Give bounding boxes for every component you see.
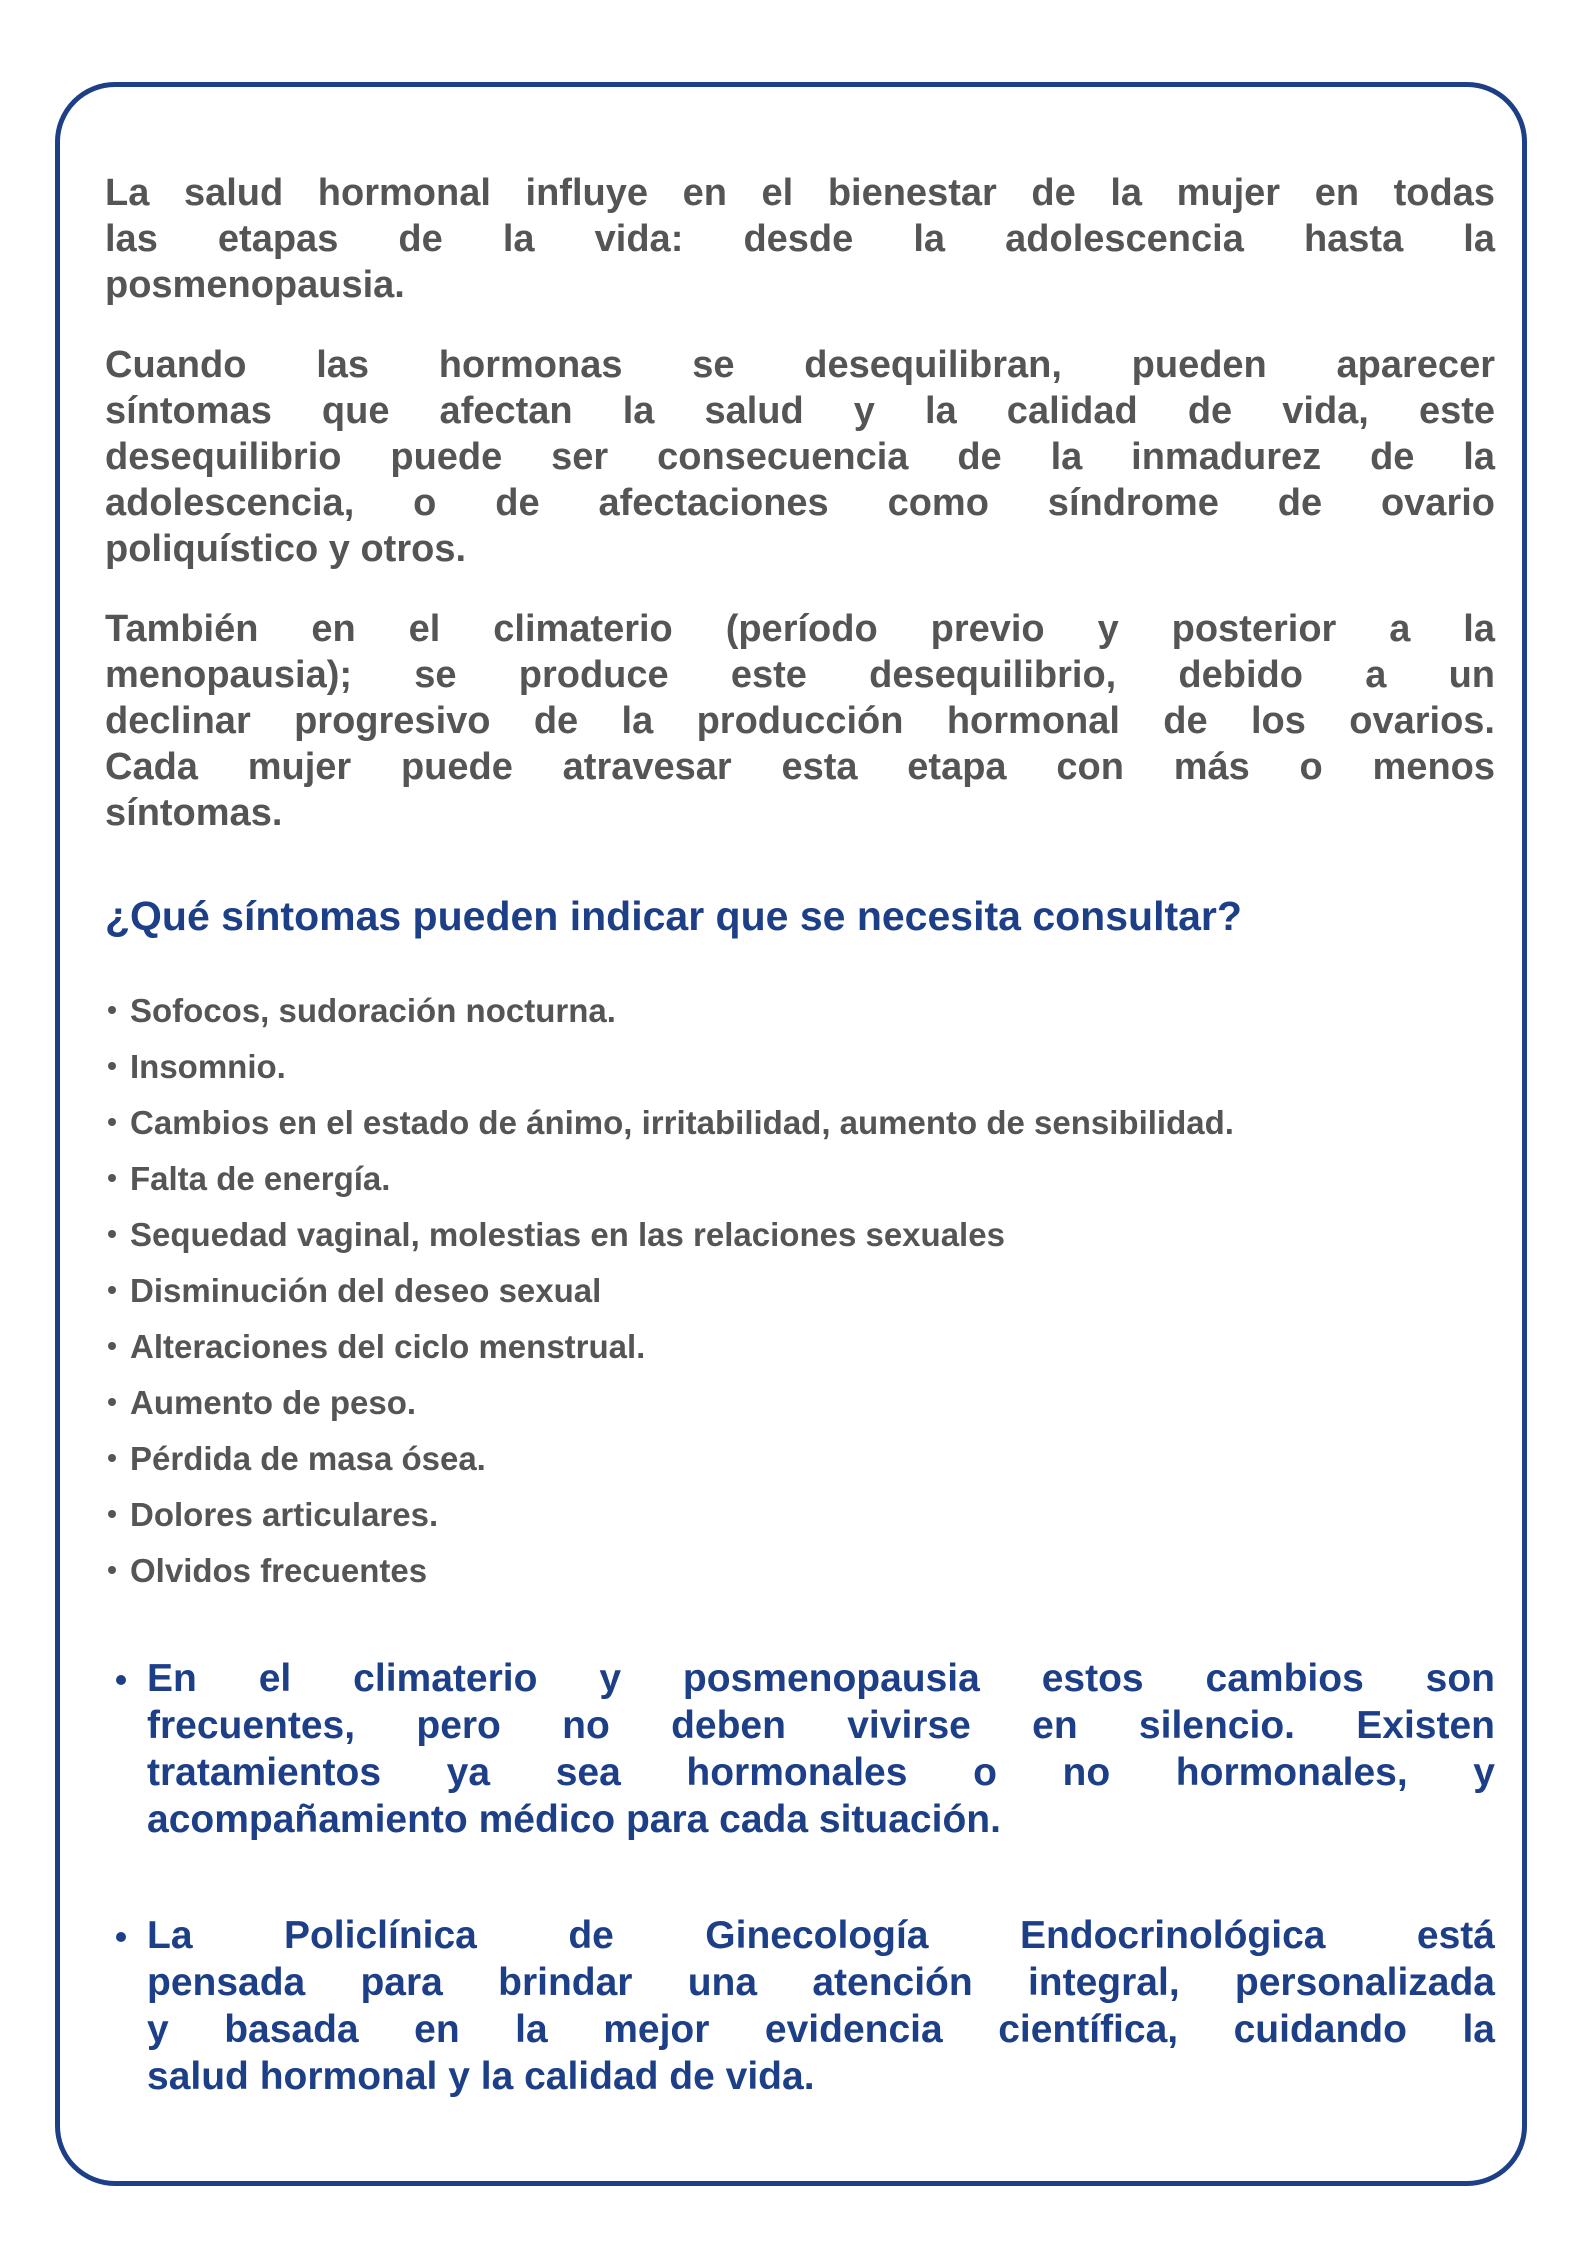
bullet-icon — [108, 1398, 116, 1406]
list-item-text: Olvidos frecuentes — [130, 1552, 428, 1589]
text-line: frecuentes, pero no deben vivirse en silencio. Existen — [147, 1704, 1495, 1747]
text-line: declinar progresivo de la producción hormonal de los ovarios. — [105, 700, 1495, 742]
list-item — [108, 1494, 1234, 1550]
text-line: salud hormonal y la calidad de vida. — [147, 2055, 815, 2098]
bullet-icon — [108, 1510, 116, 1518]
text-line: Cada mujer puede atravesar esta etapa con más o menos — [105, 746, 1495, 788]
list-item-text: Aumento de peso. — [130, 1384, 417, 1421]
text-line: pensada para brindar una atención integral, personalizada — [147, 1961, 1495, 2004]
text-line: y basada en la mejor evidencia científica, cuidando la — [147, 2008, 1495, 2051]
bullet-icon — [116, 1675, 126, 1685]
text-line: acompañamiento médico para cada situación. — [147, 1798, 1001, 1841]
list-item-text: Sequedad vaginal, molestias en las relaciones sexuales — [130, 1216, 1005, 1253]
text-line: En el climaterio y posmenopausia estos cambios son — [147, 1657, 1495, 1700]
intro-paragraph-1 — [105, 170, 1495, 308]
list-item — [108, 1382, 1234, 1438]
text-line: adolescencia, o de afectaciones como síndrome de ovario — [105, 482, 1495, 524]
bullet-icon — [108, 1118, 116, 1126]
bullet-icon — [108, 1454, 116, 1462]
list-item — [108, 1270, 1234, 1326]
text-line: desequilibrio puede ser consecuencia de la inmadurez de la — [105, 436, 1495, 478]
symptoms-list — [108, 990, 1234, 1606]
text-line: las etapas de la vida: desde la adolescencia hasta la — [105, 218, 1495, 260]
list-item-text: Disminución del deseo sexual — [130, 1272, 602, 1309]
text-line: síntomas que afectan la salud y la calidad de vida, este — [105, 390, 1495, 432]
list-item — [108, 1158, 1234, 1214]
bullet-icon — [108, 1566, 116, 1574]
list-item-text: Pérdida de masa ósea. — [130, 1440, 486, 1477]
list-item-text: Dolores articulares. — [130, 1496, 439, 1533]
text-line: síntomas. — [105, 792, 283, 834]
list-item-text: Alteraciones del ciclo menstrual. — [130, 1328, 646, 1365]
list-item-text: Sofocos, sudoración nocturna. — [130, 992, 616, 1029]
intro-paragraph-3 — [105, 606, 1495, 836]
bullet-icon — [108, 1006, 116, 1014]
text-line: También en el climaterio (período previo y posterior a la — [105, 608, 1495, 650]
list-item — [108, 1326, 1234, 1382]
bullet-icon — [108, 1174, 116, 1182]
bullet-icon — [108, 1062, 116, 1070]
list-item-text: Falta de energía. — [130, 1160, 391, 1197]
list-item — [108, 1438, 1234, 1494]
list-item-text: Cambios en el estado de ánimo, irritabilidad, aumento de sensibilidad. — [130, 1104, 1234, 1141]
text-line: menopausia); se produce este desequilibrio, debido a un — [105, 654, 1495, 696]
list-item — [108, 1550, 1234, 1606]
bullet-icon — [116, 1932, 126, 1942]
list-item — [108, 1046, 1234, 1102]
highlight-policlinica — [147, 1912, 1495, 2100]
intro-paragraph-2 — [105, 342, 1495, 572]
list-item-text: Insomnio. — [130, 1048, 286, 1085]
highlight-climaterio — [147, 1655, 1495, 1843]
text-line: poliquístico y otros. — [105, 528, 467, 570]
text-line: tratamientos ya sea hormonales o no hormonales, y — [147, 1751, 1495, 1794]
symptoms-heading: ¿Qué síntomas pueden indicar que se necesita consultar? — [105, 893, 1242, 939]
bullet-icon — [108, 1230, 116, 1238]
list-item — [108, 990, 1234, 1046]
bullet-icon — [108, 1342, 116, 1350]
bullet-icon — [108, 1286, 116, 1294]
list-item — [108, 1102, 1234, 1158]
text-line: Cuando las hormonas se desequilibran, pueden aparecer — [105, 344, 1495, 386]
text-line: posmenopausia. — [105, 264, 405, 306]
list-item — [108, 1214, 1234, 1270]
text-line: La salud hormonal influye en el bienestar de la mujer en todas — [105, 172, 1495, 214]
text-line: La Policlínica de Ginecología Endocrinológica está — [147, 1914, 1495, 1957]
